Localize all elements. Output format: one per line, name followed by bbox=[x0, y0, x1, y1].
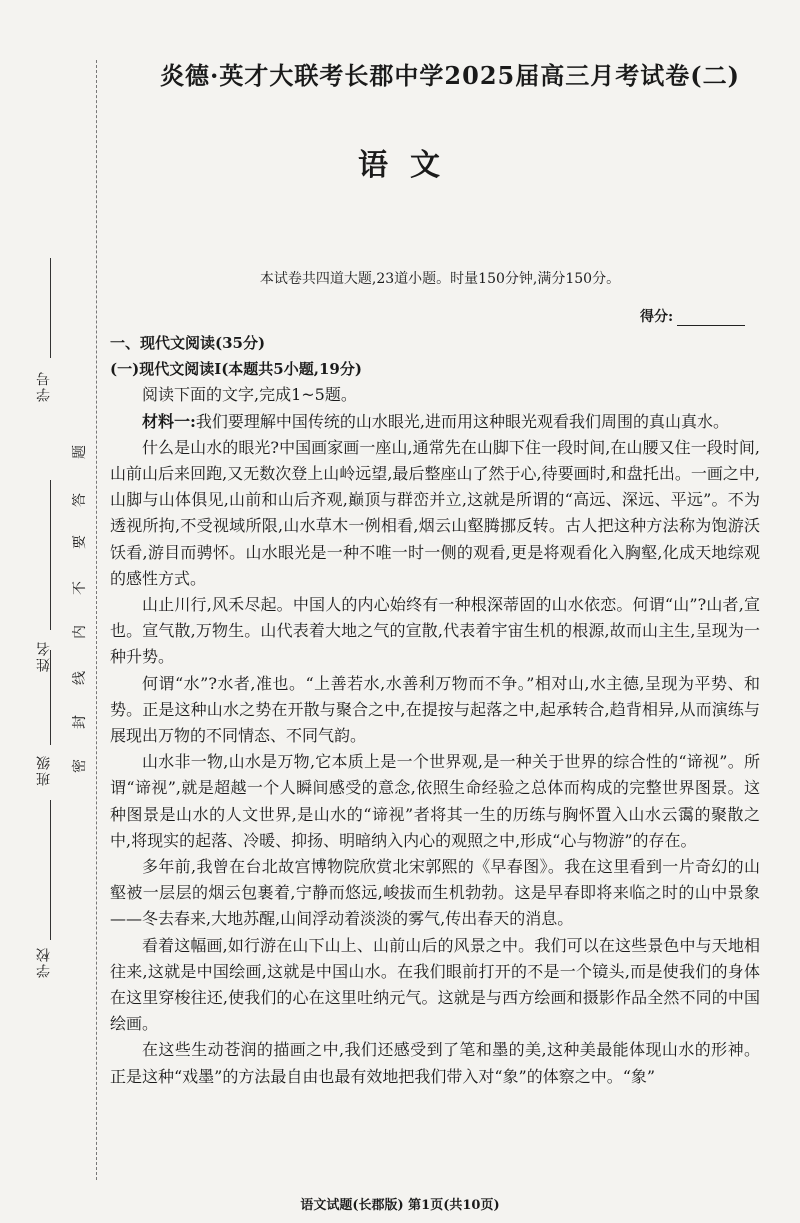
school-line[interactable] bbox=[50, 800, 51, 940]
page-footer: 语文试题(长郡版) 第1页(共10页) bbox=[300, 1198, 500, 1213]
class-line[interactable] bbox=[50, 650, 51, 745]
seal-char: 密 bbox=[72, 759, 88, 773]
paragraph: 山水非一物,山水是万物,它本质上是一个世界观,是一种关于世界的综合性的“谛视”。所谓“谛视”,就是超越一个人瞬间感受的意念,依照生命经验之总体而构成的完整世界图景。这种图景是山水的人文世界,是山水的“谛视”者将其一生的历练与胸怀置入山水云霭的聚散之中,将现实的起落、冷暖、抑扬、明暗纳入内心的观照之中,形成“心与物游”的存在。 bbox=[110, 752, 760, 850]
class-label: 班级 bbox=[36, 754, 52, 786]
seal-char: 不 bbox=[72, 581, 88, 595]
section-heading: 一、现代文阅读(35分) bbox=[110, 334, 266, 352]
seal-dashed-line bbox=[96, 60, 97, 1180]
material-label: 材料一: bbox=[142, 411, 196, 431]
school-label: 学校 bbox=[36, 946, 52, 978]
name-label: 姓名 bbox=[36, 640, 52, 672]
subject-title: 语文 bbox=[358, 148, 462, 183]
seal-char: 线 bbox=[72, 671, 88, 685]
paragraph: 山止川行,风禾尽起。中国人的内心始终有一种根深蒂固的山水依恋。何谓“山”?山者,宣也。宣气散,万物生。山代表着大地之气的宣散,代表着宇宙生机的根源,故而山主生,呈现为一种升势。 bbox=[110, 595, 760, 667]
instruction: 阅读下面的文字,完成1~5题。 bbox=[142, 385, 357, 405]
seal-char: 题 bbox=[72, 445, 88, 459]
material-intro bbox=[110, 409, 760, 435]
seal-char: 要 bbox=[72, 535, 88, 549]
seal-char: 封 bbox=[72, 715, 88, 729]
paragraph: 看着这幅画,如行游在山下山上、山前山后的风景之中。我们可以在这些景色中与天地相往来,这就是中国绘画,这就是中国山水。在我们眼前打开的不是一个镜头,而是使我们的身体在这里穿梭往还,使我们的心在这里吐纳元气。这就是与西方绘画和摄影作品全然不同的中国绘画。 bbox=[110, 935, 760, 1034]
section-content bbox=[110, 330, 760, 1090]
exam-meta: 本试卷共四道大题,23道小题。时量150分钟,满分150分。 bbox=[259, 271, 621, 287]
binding-strip bbox=[0, 0, 112, 1223]
seal-char: 内 bbox=[72, 625, 88, 639]
paragraph: 什么是山水的眼光?中国画家画一座山,通常先在山脚下住一段时间,在山腰又住一段时间,山前山后来回跑,又无数次登上山岭远望,最后整座山了然于心,待要画时,和盘托出。一画之中,山脚与山体俱见,山前和山后齐观,巅顶与群峦并立,这就是所谓的“高远、深远、平远”。不为透视所拘,不受视域所限,山水草木一例相看,烟云山壑腾挪反转。古人把这种方法称为饱游沃饫看,游目而骋怀。山水眼光是一种不唯一时一侧的观看,更是将观看化入胸壑,化成天地综观的感性方式。 bbox=[110, 437, 760, 588]
score-blank[interactable] bbox=[677, 311, 745, 326]
sub-section-heading: (一)现代文阅读Ⅰ(本题共5小题,19分) bbox=[110, 360, 362, 379]
score-field bbox=[640, 306, 745, 326]
student-id-line[interactable] bbox=[50, 258, 51, 358]
paragraph: 在这些生动苍润的描画之中,我们还感受到了笔和墨的美,这种美最能体现山水的形神。正是这种“戏墨”的方法最自由也最有效地把我们带入对“象”的体察之中。“象” bbox=[110, 1040, 760, 1086]
paragraph: 何谓“水”?水者,准也。“上善若水,水善利万物而不争。”相对山,水主德,呈现为平势、和势。正是这种山水之势在开散与聚合之中,在提按与起落之中,起承转合,趋背相异,从而演练与展现出万物的不同情态、不同气韵。 bbox=[110, 673, 760, 746]
seal-char: 答 bbox=[72, 493, 88, 507]
paragraph: 多年前,我曾在台北故宫博物院欣赏北宋郭熙的《早春图》。我在这里看到一片奇幻的山壑被一层层的烟云包裹着,宁静而悠远,峻拔而生机勃勃。这是早春即将来临之时的山中景象——冬去春来,大地苏醒,山间浮动着淡淡的雾气,传出春天的消息。 bbox=[110, 857, 760, 929]
score-label: 得分: bbox=[640, 309, 674, 325]
material-intro-text: 我们要理解中国传统的山水眼光,进而用这种眼光观看我们周围的真山真水。 bbox=[195, 411, 730, 431]
student-id-label: 学号 bbox=[36, 370, 52, 402]
name-line[interactable] bbox=[50, 480, 51, 630]
exam-title: 炎德·英才大联考长郡中学2025届高三月考试卷(二) bbox=[160, 61, 740, 90]
